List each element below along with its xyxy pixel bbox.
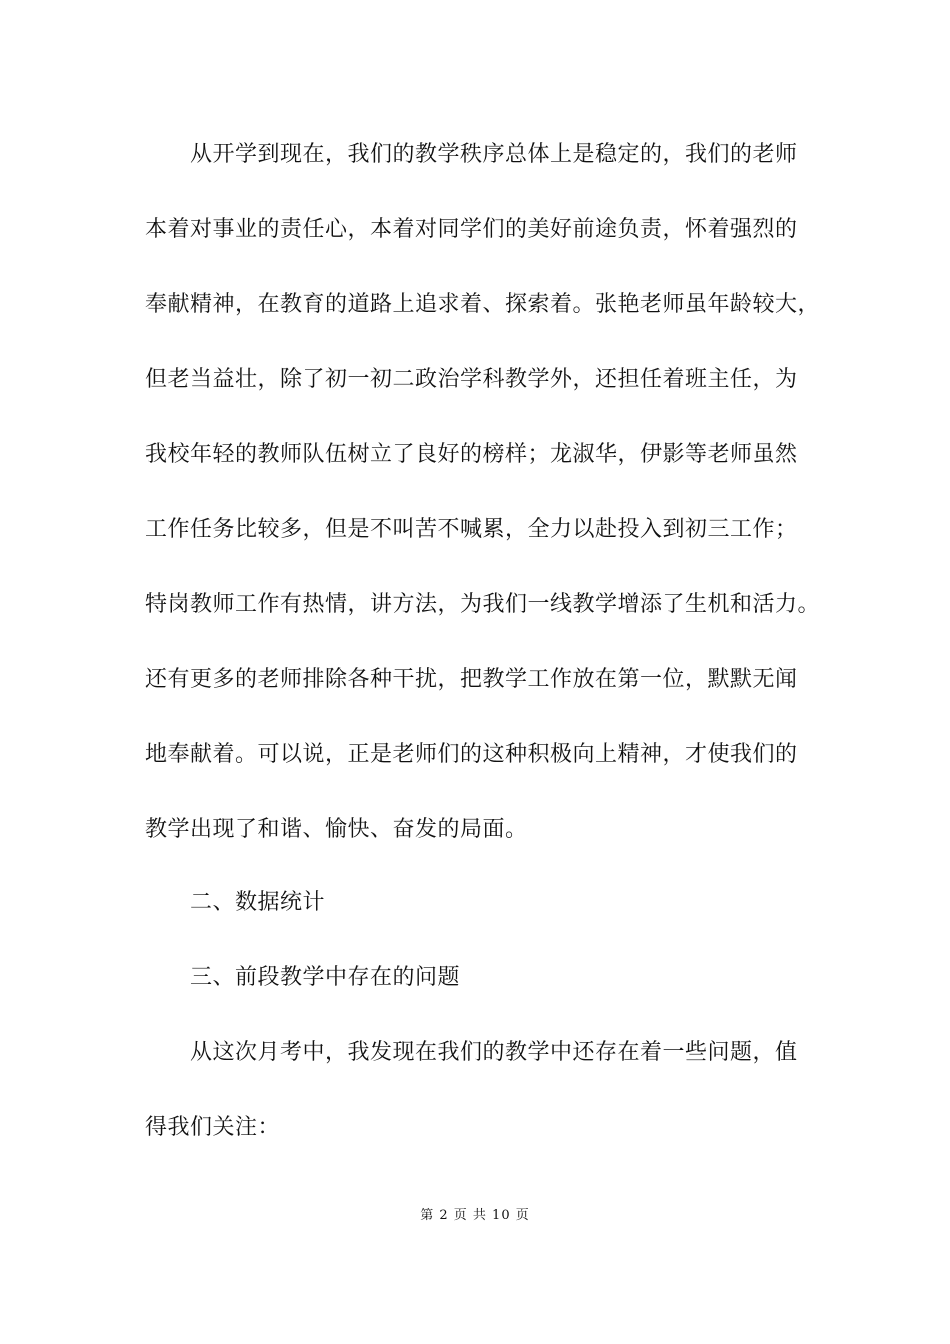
section-heading: 二、数据统计: [190, 890, 326, 915]
paragraph-line: 还有更多的老师排除各种干扰，把教学工作放在第一位，默默无闻: [145, 667, 798, 692]
paragraph-line: 本着对事业的责任心，本着对同学们的美好前途负责，怀着强烈的: [145, 217, 798, 242]
paragraph-line: 奉献精神，在教育的道路上追求着、探索着。张艳老师虽年龄较大，: [145, 292, 821, 317]
paragraph-line: 我校年轻的教师队伍树立了良好的榜样；龙淑华，伊影等老师虽然: [145, 442, 798, 467]
paragraph-line: 得我们关注：: [145, 1115, 281, 1140]
paragraph-line: 但老当益壮，除了初一初二政治学科教学外，还担任着班主任，为: [145, 367, 798, 392]
paragraph-line: 特岗教师工作有热情，讲方法，为我们一线教学增添了生机和活力。: [145, 592, 821, 617]
paragraph-line: 从这次月考中，我发现在我们的教学中还存在着一些问题，值: [190, 1040, 798, 1065]
paragraph-line: 从开学到现在，我们的教学秩序总体上是稳定的，我们的老师: [190, 142, 798, 167]
paragraph-line: 工作任务比较多，但是不叫苦不喊累，全力以赴投入到初三工作；: [145, 517, 798, 542]
paragraph-line: 地奉献着。可以说，正是老师们的这种积极向上精神，才使我们的: [145, 742, 798, 767]
page-footer: [0, 1206, 950, 1226]
page-number: 第 2 页 共 10 页: [420, 1208, 530, 1223]
paragraph-line: 教学出现了和谐、愉快、奋发的局面。: [145, 817, 528, 842]
section-heading: 三、前段教学中存在的问题: [190, 965, 461, 990]
